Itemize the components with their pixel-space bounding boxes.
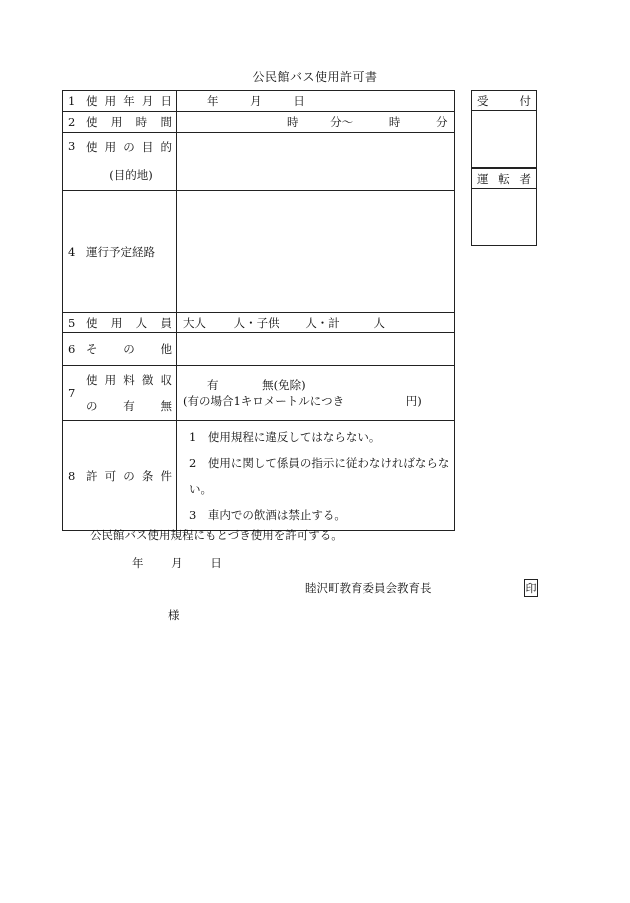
- fee-field[interactable]: [177, 366, 455, 421]
- label-char: 運: [477, 171, 489, 186]
- label-spread: [86, 114, 176, 130]
- fee-note-text: (有の場合1キロメートルにつき: [183, 394, 345, 408]
- label-char: の: [123, 342, 135, 356]
- row-label: [86, 91, 177, 112]
- total-unit: 人: [373, 315, 385, 330]
- row-number: 6: [63, 333, 87, 366]
- minute-unit: 分〜: [330, 115, 354, 129]
- condition-item: 2 使用に関して係員の指示に従わなければならな: [189, 455, 450, 470]
- document-title: 公民館バス使用許可書: [252, 70, 378, 84]
- adult-label: 大人: [183, 315, 206, 330]
- row-label: [86, 333, 177, 366]
- conditions-field: [177, 421, 455, 531]
- row-number: 8: [63, 421, 87, 531]
- label-char: 年: [123, 94, 135, 108]
- fee-yes-option[interactable]: 有: [207, 378, 219, 392]
- label-char: 使: [86, 94, 98, 108]
- label-char: 料: [123, 373, 135, 387]
- usage-time-field[interactable]: [177, 112, 455, 133]
- label-char: 許: [86, 468, 98, 483]
- label-spread: [86, 398, 176, 414]
- row-number: 2: [63, 112, 87, 133]
- label-char: 的: [160, 140, 172, 154]
- fee-no-option[interactable]: 無(免除): [262, 378, 306, 392]
- row-purpose: [63, 133, 455, 191]
- row-other: [63, 333, 455, 366]
- label-char: 用: [104, 140, 117, 154]
- row-fee: [63, 366, 455, 421]
- label-char: の: [123, 468, 135, 483]
- label-char: 用: [104, 94, 117, 108]
- purpose-field[interactable]: [177, 133, 455, 191]
- driver-box[interactable]: [471, 168, 537, 246]
- fee-yen: 円): [405, 394, 422, 408]
- row-number: 7: [63, 366, 87, 421]
- label-spread: [86, 341, 176, 357]
- fee-note: [183, 393, 454, 409]
- label-char: 用: [110, 315, 123, 330]
- label-char: 人: [135, 315, 148, 330]
- row-number: 3: [63, 133, 87, 191]
- row-number: 1: [63, 91, 87, 112]
- row-conditions: [63, 421, 455, 531]
- label-char: 転: [498, 171, 510, 186]
- label-char: 徴: [141, 373, 154, 387]
- label-char: 使: [86, 115, 98, 129]
- row-route: [63, 191, 455, 313]
- permission-statement: 公民館バス使用規程にもとづき使用を許可する。: [90, 528, 343, 542]
- condition-item: 1 使用規程に違反してはならない。: [189, 429, 381, 444]
- minute-unit: 分: [435, 115, 448, 129]
- label-char: 使: [86, 373, 98, 387]
- row-sublabel: (目的地): [109, 168, 153, 182]
- label-char: 目: [141, 140, 154, 154]
- addressee-suffix: 様: [168, 608, 180, 622]
- label-char: の: [86, 399, 98, 413]
- label-spread: [86, 372, 176, 388]
- row-usage-date: [63, 91, 455, 112]
- row-label: [86, 133, 177, 191]
- permit-form-table: [62, 90, 455, 531]
- label-char: 用: [110, 115, 123, 129]
- issuer-name: 睦沢町教育委員会教育長: [305, 581, 432, 595]
- row-number: 4: [63, 191, 87, 313]
- label-spread: [86, 468, 176, 484]
- row-label: [86, 366, 177, 421]
- label-char: 月: [141, 94, 154, 108]
- label-spread: [86, 93, 176, 109]
- row-label: [86, 313, 177, 333]
- label-char: 他: [160, 342, 172, 356]
- row-number: 5: [63, 313, 87, 333]
- child-label: 人・子供: [233, 315, 280, 330]
- other-field[interactable]: [177, 333, 455, 366]
- label-spread: [86, 315, 176, 331]
- label-char: 条: [141, 468, 154, 483]
- receipt-label: [472, 91, 536, 111]
- passengers-field[interactable]: [177, 313, 455, 333]
- condition-item-continued: い。: [189, 481, 212, 496]
- label-char: 間: [160, 115, 172, 129]
- label-char: そ: [86, 342, 98, 356]
- hour-unit: 時: [388, 115, 401, 129]
- label-char: 者: [519, 171, 531, 186]
- seal-mark: 印: [524, 579, 538, 597]
- month-unit: 月: [250, 94, 262, 108]
- label-char: の: [123, 140, 135, 154]
- month-unit: 月: [171, 556, 183, 570]
- condition-item: 3 車内での飲酒は禁止する。: [189, 507, 346, 522]
- row-passengers: [63, 313, 455, 333]
- row-usage-time: [63, 112, 455, 133]
- label-char: 用: [104, 373, 117, 387]
- total-label: 人・計: [305, 315, 340, 330]
- label-char: 付: [519, 93, 531, 108]
- year-unit: 年: [132, 556, 144, 570]
- route-field[interactable]: [177, 191, 455, 313]
- receipt-box[interactable]: [471, 90, 537, 168]
- label-char: 件: [160, 468, 172, 483]
- label-spread: [86, 139, 176, 155]
- fee-options: [183, 377, 454, 393]
- label-char: 収: [160, 373, 172, 387]
- hour-unit: 時: [287, 115, 299, 129]
- issue-date[interactable]: [132, 555, 222, 571]
- label-char: 受: [477, 93, 489, 108]
- day-unit: 日: [293, 94, 305, 108]
- day-unit: 日: [210, 556, 222, 570]
- usage-date-field[interactable]: [177, 91, 455, 112]
- label-char: 時: [135, 115, 148, 129]
- label-char: 日: [160, 94, 172, 108]
- label-char: 無: [160, 399, 172, 413]
- label-char: 使: [86, 315, 98, 330]
- row-label: [86, 421, 177, 531]
- row-label: 運行予定経路: [86, 191, 177, 313]
- conditions-list: [183, 422, 454, 530]
- driver-label: [472, 169, 536, 189]
- year-unit: 年: [207, 94, 219, 108]
- label-char: 有: [123, 399, 135, 413]
- label-char: 可: [104, 468, 117, 483]
- label-char: 使: [86, 140, 98, 154]
- row-label: [86, 112, 177, 133]
- label-char: 員: [160, 315, 172, 330]
